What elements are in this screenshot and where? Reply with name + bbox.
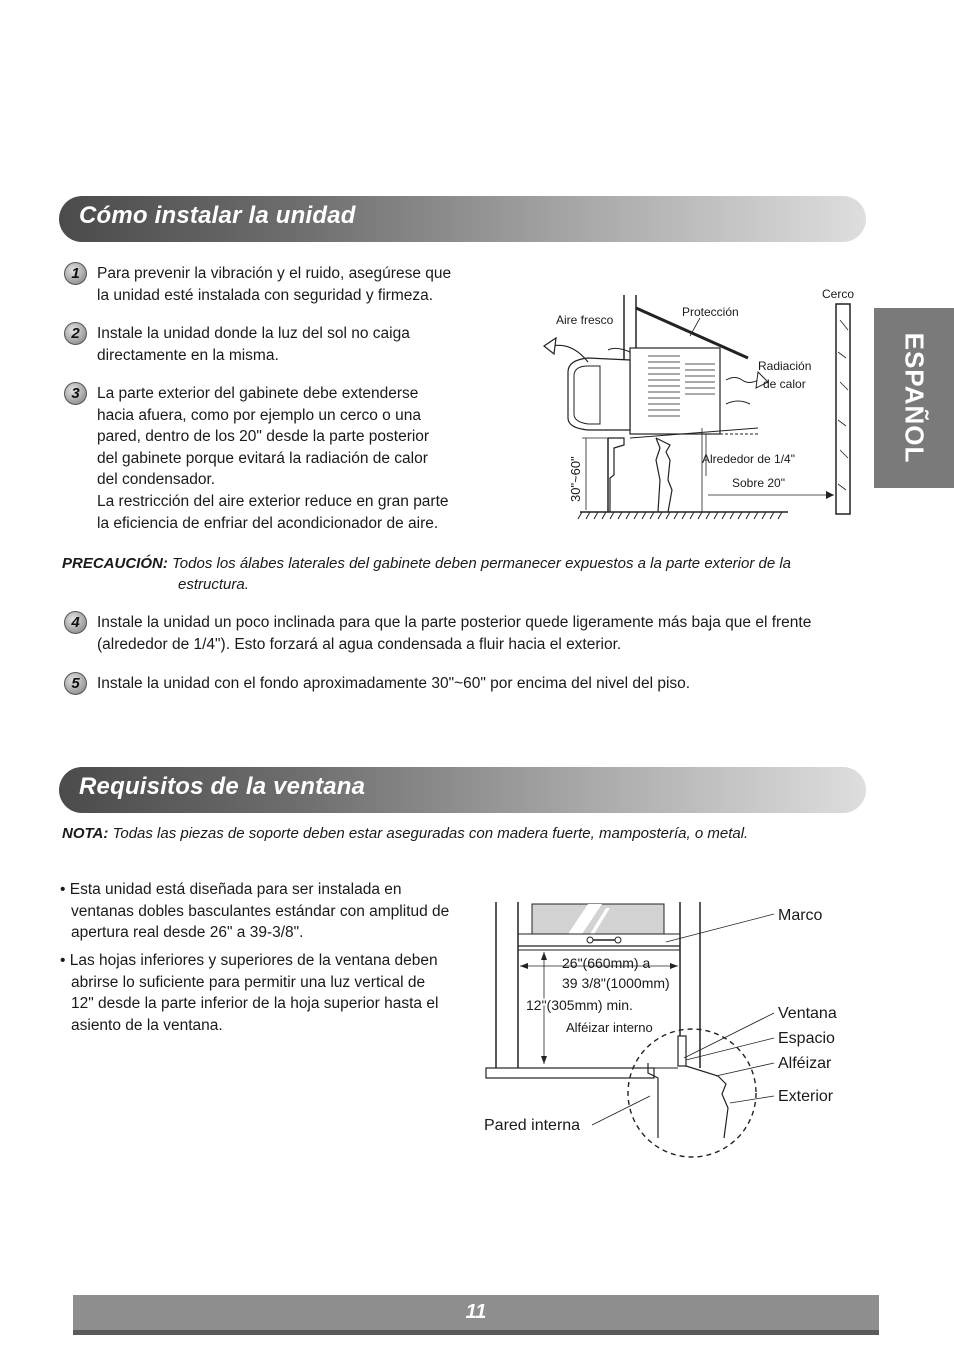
section-banner-window (59, 767, 866, 813)
label-inner-sill: Alféizar interno (566, 1020, 653, 1035)
label-protection: Protección (682, 305, 739, 319)
section-title: Requisitos de la ventana (79, 773, 366, 800)
page-footer (73, 1295, 879, 1335)
page-number: 11 (465, 1301, 487, 1323)
text-line: Instale la unidad un poco inclinada para que la parte posterior quede ligeramente más baja que el frente (97, 614, 812, 631)
step-text (97, 673, 690, 695)
text-line: hacia afuera, como por ejemplo un cerco o una (97, 406, 421, 424)
text-line: abrirse lo suficiente para permitir una luz vertical de (71, 973, 426, 991)
label-fence: Cerco (822, 287, 855, 301)
label-window: Ventana (778, 1005, 837, 1022)
section-title: Cómo instalar la unidad (79, 202, 356, 229)
language-label: ESPAÑOL (899, 332, 930, 464)
window-diagram (478, 898, 858, 1163)
text-line: 12" desde la parte inferior de la hoja superior hasta el (71, 995, 439, 1013)
step-number-badge: 5 (64, 672, 87, 695)
step-text (97, 323, 410, 366)
label-heat-2: de calor (763, 377, 806, 391)
label-around: Alrededor de 1/4" (702, 452, 795, 466)
note-line (62, 823, 748, 844)
text-line: Instale la unidad con el fondo aproximadamente 30"~60" por encima del nivel del piso. (97, 675, 691, 692)
text-line: asiento de la ventana. (71, 1016, 223, 1034)
text-line: La restricción del aire exterior reduce en gran parte (97, 492, 449, 510)
caution-text: Todos los álabes laterales del gabinete deben permanecer expuestos a la parte exterior de la (172, 555, 792, 572)
text-line: del condensador. (97, 471, 216, 489)
note-text: Todas las piezas de soporte deben estar aseguradas con madera fuerte, mampostería, o metal. (112, 825, 749, 842)
text-line: del gabinete porque evitará la radiación de calor (97, 449, 428, 467)
label-over: Sobre 20" (732, 476, 785, 490)
label-height: 30"~60" (568, 456, 583, 502)
caution-line-2: estructura. (178, 576, 249, 593)
text-line: la unidad esté instalada con seguridad y firmeza. (97, 286, 434, 304)
text-line: (alrededor de 1/4"). Esto forzará al agua condensada a fluir hacia el exterior. (97, 635, 622, 653)
text-line: apertura real desde 26" a 39-3/8". (71, 924, 304, 942)
label-frame: Marco (778, 907, 823, 924)
text-line: la eficiencia de enfriar del acondicionador de aire. (97, 514, 439, 532)
note-label: NOTA: (62, 825, 109, 842)
text-line: directamente en la misma. (97, 346, 279, 364)
step-number-badge: 4 (64, 611, 87, 634)
label-range-1: 26"(660mm) a (562, 955, 651, 971)
step-text (97, 612, 811, 655)
step-number-badge: 2 (64, 322, 87, 345)
language-tab (874, 308, 954, 488)
label-space: Espacio (778, 1030, 835, 1047)
step-number-badge: 3 (64, 382, 87, 405)
text-line: Para prevenir la vibración y el ruido, asegúrese que (97, 265, 452, 282)
label-heat-1: Radiación (758, 359, 812, 373)
caution-line-1 (62, 553, 791, 574)
label-fresh-air: Aire fresco (556, 313, 614, 327)
step-text (97, 383, 449, 534)
step-text (97, 263, 451, 306)
text-line: pared, dentro de los 20" desde la parte posterior (97, 428, 430, 446)
section-banner-install (59, 196, 866, 242)
label-exterior: Exterior (778, 1088, 834, 1105)
label-range-2: 39 3/8"(1000mm) (562, 975, 670, 991)
label-inner-wall: Pared interna (484, 1117, 581, 1134)
text-line: La parte exterior del gabinete debe extenderse (97, 385, 419, 402)
bullet-item (60, 879, 449, 944)
step-number-badge: 1 (64, 262, 87, 285)
text-line: ventanas dobles basculantes estándar con amplitud de (71, 902, 450, 920)
text-line: • Las hojas inferiores y superiores de la ventana deben (60, 952, 438, 969)
label-sill: Alféizar (778, 1055, 832, 1072)
bullet-item (60, 950, 438, 1036)
text-line: Instale la unidad donde la luz del sol no caiga (97, 325, 410, 342)
label-min: 12"(305mm) min. (526, 997, 633, 1013)
caution-label: PRECAUCIÓN: (62, 555, 168, 572)
text-line: • Esta unidad está diseñada para ser instalada en (60, 881, 402, 898)
installation-diagram (530, 280, 870, 525)
